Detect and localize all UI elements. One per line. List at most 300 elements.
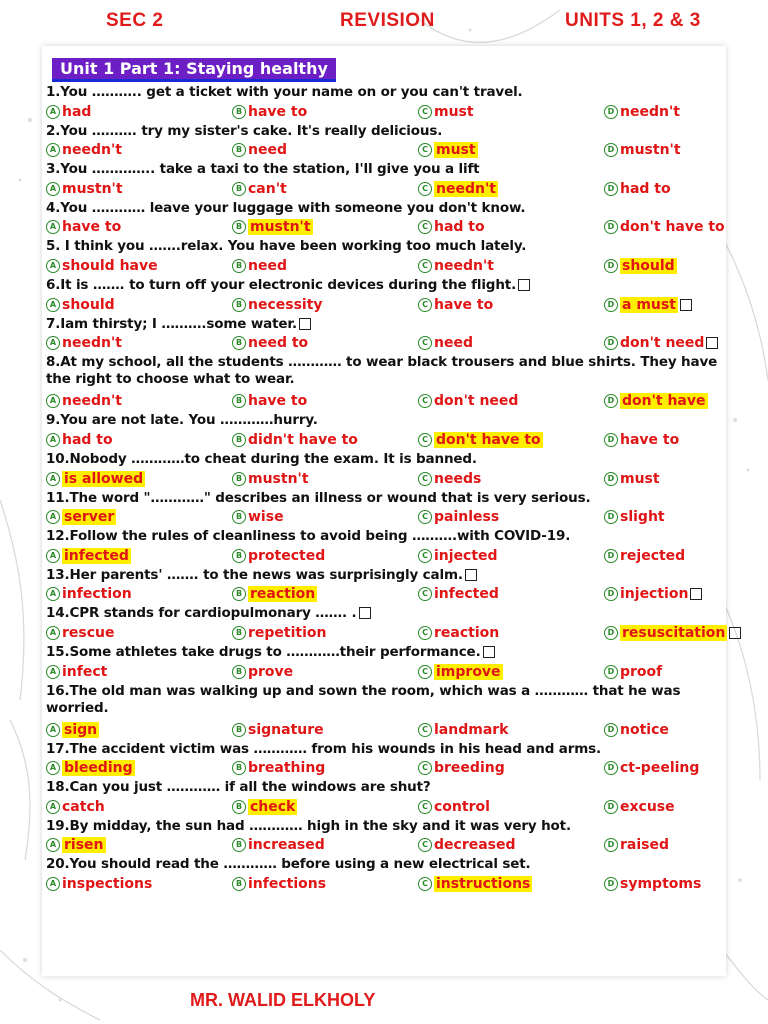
option-text: sign [64,721,98,738]
option-letter-circle: D [604,626,618,640]
answer-option[interactable] [232,258,287,274]
question-text [46,200,726,220]
answer-option[interactable] [232,219,313,235]
option-letter-circle: D [604,800,618,814]
option-letter-circle: A [46,761,60,775]
answer-option[interactable] [604,722,669,738]
answer-option[interactable] [232,876,326,892]
option-text: infection [62,586,132,603]
option-text: don't have [622,393,706,410]
answer-option[interactable] [604,432,679,448]
option-text: have to [248,393,308,410]
question-stem: 13.Her parents' ……. to the news was surprisingly calm. [46,566,463,583]
option-letter-circle: B [232,143,246,157]
question-stem: 17.The accident victim was ………… from his wounds in his head and arms. [46,740,602,757]
answer-option[interactable] [418,760,505,776]
answer-options-row [46,471,726,490]
answer-option[interactable] [418,664,503,680]
question-stem: 1.You ……….. get a ticket with your name on or you can't travel. [46,84,523,100]
option-text: repetition [248,624,327,641]
option-text: need [248,142,287,159]
question-stem: 7.Iam thirsty; I ……….some water. [46,315,297,332]
question-stem: 2.You ………. try my sister's cake. It's really delicious. [46,122,443,139]
question-list [46,84,726,895]
option-letter-circle: D [604,182,618,196]
question-text [46,683,726,722]
option-letter-circle: A [46,394,60,408]
option-text: a must [622,296,676,313]
answer-option[interactable] [604,393,708,409]
question-text [46,856,726,876]
option-text: need to [248,335,309,352]
answer-options-row [46,548,726,567]
question-text [46,818,726,838]
checkbox-icon [706,337,718,349]
question-stem: 19.By midday, the sun had ………… high in the sky and it was very hot. [46,817,571,834]
question-text [46,451,726,471]
answer-option[interactable] [46,799,105,815]
option-text: need [434,335,473,352]
checkbox-icon [483,646,495,658]
answer-option[interactable] [232,799,297,815]
question-stem: 10.Nobody …………to cheat during the exam. It is banned. [46,450,477,467]
answer-option[interactable] [418,722,508,738]
option-text: catch [62,798,105,815]
answer-options-row [46,393,726,412]
answer-option[interactable] [418,471,481,487]
option-letter-circle: A [46,182,60,196]
option-letter-circle: C [418,587,432,601]
answer-option[interactable] [232,142,287,158]
option-letter-circle: B [232,182,246,196]
option-letter-circle: C [418,877,432,891]
answer-option[interactable] [232,104,307,120]
option-letter-circle: B [232,259,246,273]
option-letter-circle: A [46,665,60,679]
answer-option[interactable] [604,297,692,313]
answer-options-row [46,876,726,895]
option-text: risen [64,837,104,854]
answer-option[interactable] [46,509,116,525]
option-text: wise [248,509,284,526]
answer-options-row [46,625,726,644]
answer-options-row [46,142,726,161]
option-text: have to [62,219,122,236]
question-text [46,316,726,336]
option-text: control [434,798,490,815]
option-letter-circle: D [604,838,618,852]
worksheet-content [46,58,726,895]
answer-option[interactable] [418,104,474,120]
answer-option[interactable] [232,586,317,602]
answer-option[interactable] [604,548,685,564]
answer-option[interactable] [604,335,718,351]
option-letter-circle: A [46,433,60,447]
answer-option[interactable] [232,548,325,564]
answer-option[interactable] [604,586,702,602]
option-text: infections [248,876,327,893]
option-letter-circle: B [232,336,246,350]
option-text: slight [620,509,665,526]
option-text: decreased [434,837,516,854]
option-text: reaction [434,624,500,641]
answer-option[interactable] [46,142,122,158]
option-text: excuse [620,798,675,815]
answer-option[interactable] [604,219,725,235]
option-letter-circle: A [46,800,60,814]
option-text: must [620,470,660,487]
option-letter-circle: C [418,723,432,737]
option-letter-circle: A [46,259,60,273]
option-text: infected [64,547,129,564]
answer-option[interactable] [232,181,287,197]
header-section: SEC 2 [106,10,164,31]
option-text: infect [62,663,108,680]
option-text: have to [620,431,680,448]
answer-option[interactable] [418,393,518,409]
option-letter-circle: B [232,587,246,601]
answer-option[interactable] [604,509,665,525]
option-text: notice [620,721,669,738]
option-letter-circle: A [46,143,60,157]
checkbox-icon [465,569,477,581]
option-text: check [250,798,296,815]
option-text: need [248,257,287,274]
answer-option[interactable] [232,393,307,409]
option-letter-circle: D [604,433,618,447]
answer-options-row [46,104,726,123]
answer-option[interactable] [46,393,122,409]
option-letter-circle: A [46,336,60,350]
question-stem: 14.CPR stands for cardiopulmonary ……. . [46,605,357,622]
answer-option[interactable] [604,664,662,680]
option-text: don't need [620,335,705,352]
answer-option[interactable] [46,297,115,313]
option-text: is allowed [64,470,144,487]
option-letter-circle: A [46,105,60,119]
checkbox-icon [359,607,371,619]
option-text: increased [248,837,325,854]
answer-options-row [46,837,726,856]
question-stem: 20.You should read the ………… before using a new electrical set. [46,856,531,873]
header-units: UNITS 1, 2 & 3 [565,10,701,31]
answer-option[interactable] [418,837,516,853]
question-text [46,567,726,587]
option-text: had to [620,180,671,197]
answer-option[interactable] [604,104,680,120]
option-letter-circle: C [418,220,432,234]
option-letter-circle: D [604,472,618,486]
option-text: ct-peeling [620,760,700,777]
option-letter-circle: A [46,510,60,524]
checkbox-icon [690,588,702,600]
answer-option[interactable] [232,432,358,448]
answer-option[interactable] [232,664,293,680]
answer-option[interactable] [418,297,493,313]
question-text [46,238,726,258]
option-text: needn't [620,103,680,120]
option-text: bleeding [64,760,133,777]
option-text: signature [248,721,324,738]
option-letter-circle: D [604,587,618,601]
option-text: should [62,296,115,313]
option-letter-circle: C [418,105,432,119]
answer-option[interactable] [418,586,499,602]
option-letter-circle: D [604,549,618,563]
option-text: raised [620,837,669,854]
answer-option[interactable] [232,625,326,641]
question-stem: 5. I think you …….relax. You have been working too much lately. [46,238,527,255]
option-letter-circle: B [232,549,246,563]
option-letter-circle: A [46,472,60,486]
option-text: should [622,257,675,274]
answer-option[interactable] [232,335,308,351]
option-letter-circle: D [604,510,618,524]
question-stem: 6.It is ……. to turn off your electronic devices during the flight. [46,276,517,293]
option-text: mustn't [62,180,123,197]
question-text [46,277,726,297]
option-text: needn't [62,393,122,410]
option-text: needn't [62,335,122,352]
question-stem: 9.You are not late. You …………hurry. [46,412,318,429]
option-letter-circle: D [604,298,618,312]
option-letter-circle: B [232,472,246,486]
option-text: had to [62,431,113,448]
answer-option[interactable] [46,335,122,351]
option-letter-circle: C [418,298,432,312]
option-letter-circle: B [232,838,246,852]
option-letter-circle: D [604,761,618,775]
option-text: had to [434,219,485,236]
option-letter-circle: C [418,259,432,273]
option-letter-circle: B [232,626,246,640]
option-letter-circle: B [232,433,246,447]
answer-options-row [46,297,726,316]
answer-option[interactable] [46,837,106,853]
option-letter-circle: D [604,259,618,273]
option-text: instructions [436,876,531,893]
answer-option[interactable] [418,219,485,235]
checkbox-icon [680,299,692,311]
option-letter-circle: D [604,336,618,350]
option-text: should have [62,257,158,274]
question-stem: 4.You ………… leave your luggage with someone you don't know. [46,199,526,216]
option-text: don't have to [436,431,541,448]
option-letter-circle: C [418,838,432,852]
question-text [46,84,726,104]
option-text: reaction [250,586,316,603]
option-letter-circle: B [232,761,246,775]
answer-option[interactable] [604,799,675,815]
question-text [46,779,726,799]
option-letter-circle: D [604,723,618,737]
option-text: inspections [62,876,153,893]
option-letter-circle: A [46,587,60,601]
option-letter-circle: C [418,549,432,563]
answer-option[interactable] [604,876,701,892]
option-letter-circle: B [232,665,246,679]
option-text: landmark [434,721,509,738]
question-stem: 11.The word "…………" describes an illness or wound that is very serious. [46,489,591,506]
answer-option[interactable] [418,258,494,274]
option-letter-circle: C [418,626,432,640]
option-text: breeding [434,760,505,777]
answer-options-row [46,664,726,683]
option-letter-circle: A [46,549,60,563]
option-letter-circle: D [604,665,618,679]
answer-option[interactable] [604,760,699,776]
question-text [46,605,726,625]
checkbox-icon [518,279,530,291]
answer-option[interactable] [604,625,741,641]
option-text: infected [434,586,499,603]
answer-option[interactable] [604,181,671,197]
checkbox-icon [299,318,311,330]
question-text [46,490,726,510]
question-text [46,123,726,143]
answer-options-row [46,722,726,741]
answer-options-row [46,335,726,354]
question-text [46,412,726,432]
option-letter-circle: C [418,143,432,157]
question-stem: 15.Some athletes take drugs to …………their performance. [46,643,481,660]
answer-option[interactable] [46,722,99,738]
answer-option[interactable] [46,548,131,564]
option-text: must [434,103,474,120]
option-text: injected [434,547,498,564]
answer-option[interactable] [232,760,325,776]
answer-option[interactable] [418,432,543,448]
option-text: mustn't [620,142,681,159]
option-text: needn't [436,180,496,197]
answer-option[interactable] [46,258,158,274]
answer-option[interactable] [604,142,681,158]
answer-option[interactable] [418,181,498,197]
answer-options-row [46,219,726,238]
option-letter-circle: C [418,336,432,350]
option-text: improve [436,663,501,680]
question-text [46,528,726,548]
answer-option[interactable] [46,104,91,120]
answer-option[interactable] [418,799,490,815]
option-text: injection [620,586,689,603]
option-text: have to [248,103,308,120]
answer-options-row [46,181,726,200]
answer-options-row [46,509,726,528]
option-text: mustn't [248,470,309,487]
answer-option[interactable] [418,335,473,351]
option-letter-circle: B [232,298,246,312]
answer-option[interactable] [46,760,135,776]
answer-options-row [46,799,726,818]
option-text: had [62,103,92,120]
option-text: proof [620,663,663,680]
option-letter-circle: A [46,220,60,234]
answer-option[interactable] [604,471,660,487]
option-text: symptoms [620,876,702,893]
question-text [46,161,726,181]
answer-option[interactable] [604,837,669,853]
answer-options-row [46,432,726,451]
answer-option[interactable] [46,432,113,448]
answer-option[interactable] [604,258,677,274]
answer-option[interactable] [232,471,309,487]
answer-options-row [46,586,726,605]
option-letter-circle: B [232,105,246,119]
question-stem: 18.Can you just ………… if all the windows are shut? [46,779,431,796]
option-text: rejected [620,547,686,564]
answer-option[interactable] [232,722,324,738]
answer-option[interactable] [46,219,121,235]
answer-option[interactable] [232,297,323,313]
option-letter-circle: D [604,394,618,408]
answer-option[interactable] [46,664,107,680]
option-letter-circle: D [604,877,618,891]
option-text: can't [248,180,287,197]
option-text: rescue [62,624,115,641]
option-letter-circle: C [418,394,432,408]
option-letter-circle: B [232,394,246,408]
option-letter-circle: C [418,665,432,679]
answer-options-row [46,258,726,277]
option-letter-circle: D [604,143,618,157]
answer-option[interactable] [418,142,478,158]
option-letter-circle: C [418,510,432,524]
option-letter-circle: C [418,800,432,814]
option-text: protected [248,547,326,564]
option-text: prove [248,663,294,680]
option-letter-circle: A [46,626,60,640]
option-text: didn't have to [248,431,358,448]
option-letter-circle: A [46,723,60,737]
answer-option[interactable] [232,509,284,525]
question-text [46,644,726,664]
option-text: must [436,142,476,159]
option-letter-circle: D [604,105,618,119]
answer-option[interactable] [46,181,123,197]
question-stem: 12.Follow the rules of cleanliness to avoid being ……….with COVID-19. [46,528,571,545]
answer-option[interactable] [418,876,532,892]
option-letter-circle: C [418,182,432,196]
option-text: don't have to [620,219,725,236]
option-letter-circle: A [46,838,60,852]
answer-option[interactable] [46,471,145,487]
answer-option[interactable] [418,548,498,564]
question-text [46,354,726,393]
option-letter-circle: A [46,877,60,891]
answer-option[interactable] [418,509,499,525]
question-stem: 8.At my school, all the students ………… to wear black trousers and blue shirts. They have the right to choose what to wear. [46,354,718,388]
answer-option[interactable] [46,625,115,641]
option-letter-circle: B [232,220,246,234]
answer-option[interactable] [232,837,325,853]
option-text: needs [434,470,482,487]
answer-option[interactable] [418,625,499,641]
option-letter-circle: A [46,298,60,312]
question-stem: 3.You ………….. take a taxi to the station, I'll give you a lift [46,161,480,178]
question-text [46,741,726,761]
option-letter-circle: C [418,761,432,775]
option-letter-circle: C [418,433,432,447]
answer-option[interactable] [46,586,132,602]
option-letter-circle: B [232,510,246,524]
option-text: mustn't [250,219,311,236]
answer-option[interactable] [46,876,152,892]
option-text: necessity [248,296,323,313]
option-text: breathing [248,760,326,777]
option-text: needn't [62,142,122,159]
option-text: painless [434,509,500,526]
